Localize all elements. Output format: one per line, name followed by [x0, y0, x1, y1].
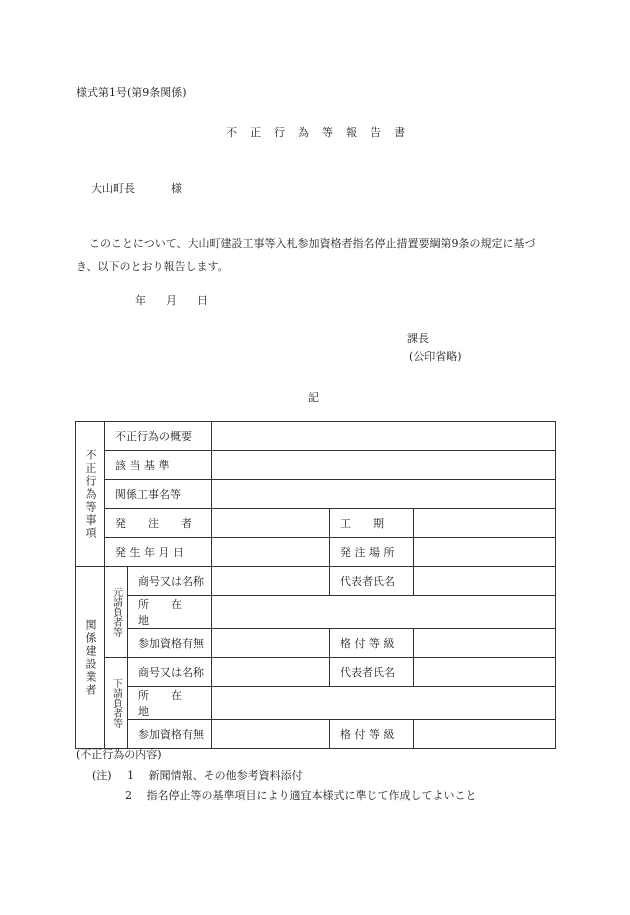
table-row — [76, 687, 556, 720]
prime-address-field[interactable] — [212, 596, 556, 629]
title-char: 不 — [226, 126, 237, 139]
row-label-qualification: 参加資格有無 — [128, 720, 212, 749]
title-char: 書 — [394, 126, 405, 139]
form-number: 様式第1号(第9条関係) — [76, 86, 187, 99]
prime-grade-field[interactable] — [414, 629, 556, 658]
table-row — [76, 480, 556, 509]
row-label-period: 工 期 — [330, 509, 414, 538]
prime-rep-field[interactable] — [414, 567, 556, 596]
title-char: 告 — [370, 126, 381, 139]
title-char: 正 — [250, 126, 261, 139]
note-item — [92, 767, 303, 783]
period-field[interactable] — [414, 509, 556, 538]
sub-company-field[interactable] — [212, 658, 330, 687]
body-paragraph: このことについて、大山町建設工事等入札参加資格者指名停止措置要綱第9条の規定に基づき、以下のとおり報告します。 — [76, 237, 536, 273]
misconduct-content-label: (不正行為の内容) — [76, 748, 162, 761]
row-label-office: 発 注 場 所 — [330, 538, 414, 567]
row-label-rep: 代表者氏名 — [330, 658, 414, 687]
sub-rep-field[interactable] — [414, 658, 556, 687]
row-label-orderer: 発 注 者 — [105, 509, 212, 538]
sub-grade-field[interactable] — [414, 720, 556, 749]
table-row — [76, 538, 556, 567]
table-row — [76, 596, 556, 629]
row-label-grade: 格 付 等 級 — [330, 720, 414, 749]
sublabel-prime: 元請負者等 — [105, 567, 128, 658]
row-label-company: 商号又は名称 — [128, 567, 212, 596]
date-day: 日 — [197, 294, 208, 307]
note-text: 指名停止等の基準項目により適宜本様式に準じて作成してよいこと — [146, 789, 477, 802]
prime-qualification-field[interactable] — [212, 629, 330, 658]
date-field[interactable] — [212, 538, 330, 567]
summary-field[interactable] — [212, 422, 556, 451]
criteria-field[interactable] — [212, 451, 556, 480]
office-field[interactable] — [414, 538, 556, 567]
prime-company-field[interactable] — [212, 567, 330, 596]
date-line — [135, 292, 228, 308]
addressee-name: 大山町長 — [91, 182, 135, 195]
title-char: 為 — [298, 126, 309, 139]
title-char: 行 — [274, 126, 285, 139]
note-number: 1 — [127, 769, 135, 782]
project-field[interactable] — [212, 480, 556, 509]
note-text: 新聞情報、その他参考資料添付 — [148, 769, 303, 782]
table-row — [76, 509, 556, 538]
seal-note: (公印省略) — [409, 350, 462, 363]
addressee-honorific: 様 — [171, 182, 182, 195]
note-prefix: (注) — [92, 769, 112, 782]
row-label-date: 発 生 年 月 日 — [105, 538, 212, 567]
row-label-company: 商号又は名称 — [128, 658, 212, 687]
table-row — [76, 658, 556, 687]
addressee — [91, 180, 182, 196]
note-item — [125, 787, 477, 803]
row-label-summary: 不正行為の概要 — [105, 422, 212, 451]
date-year: 年 — [135, 294, 146, 307]
signatory-title: 課長 — [407, 332, 429, 345]
sub-address-field[interactable] — [212, 687, 556, 720]
report-table — [75, 421, 556, 749]
date-month: 月 — [166, 294, 177, 307]
sublabel-sub: 下請負者等 — [105, 658, 128, 749]
table-row — [76, 629, 556, 658]
row-label-project: 関係工事名等 — [105, 480, 212, 509]
table-row — [76, 720, 556, 749]
title-char: 等 — [322, 126, 333, 139]
row-label-address: 所 在 地 — [128, 596, 212, 629]
section-label-contractors: 関係建設業者 — [76, 567, 105, 749]
row-label-address: 所 在 地 — [128, 687, 212, 720]
row-label-criteria: 該 当 基 準 — [105, 451, 212, 480]
table-row — [76, 451, 556, 480]
sub-qualification-field[interactable] — [212, 720, 330, 749]
note-number: 2 — [125, 789, 132, 802]
orderer-field[interactable] — [212, 509, 330, 538]
row-label-qualification: 参加資格有無 — [128, 629, 212, 658]
ki-heading: 記 — [308, 391, 319, 404]
title-char: 報 — [346, 126, 357, 139]
row-label-rep: 代表者氏名 — [330, 567, 414, 596]
table-row — [76, 567, 556, 596]
document-title — [226, 124, 418, 140]
row-label-grade: 格 付 等 級 — [330, 629, 414, 658]
table-row — [76, 422, 556, 451]
section-label-misconduct: 不正行為等事項 — [76, 422, 105, 567]
